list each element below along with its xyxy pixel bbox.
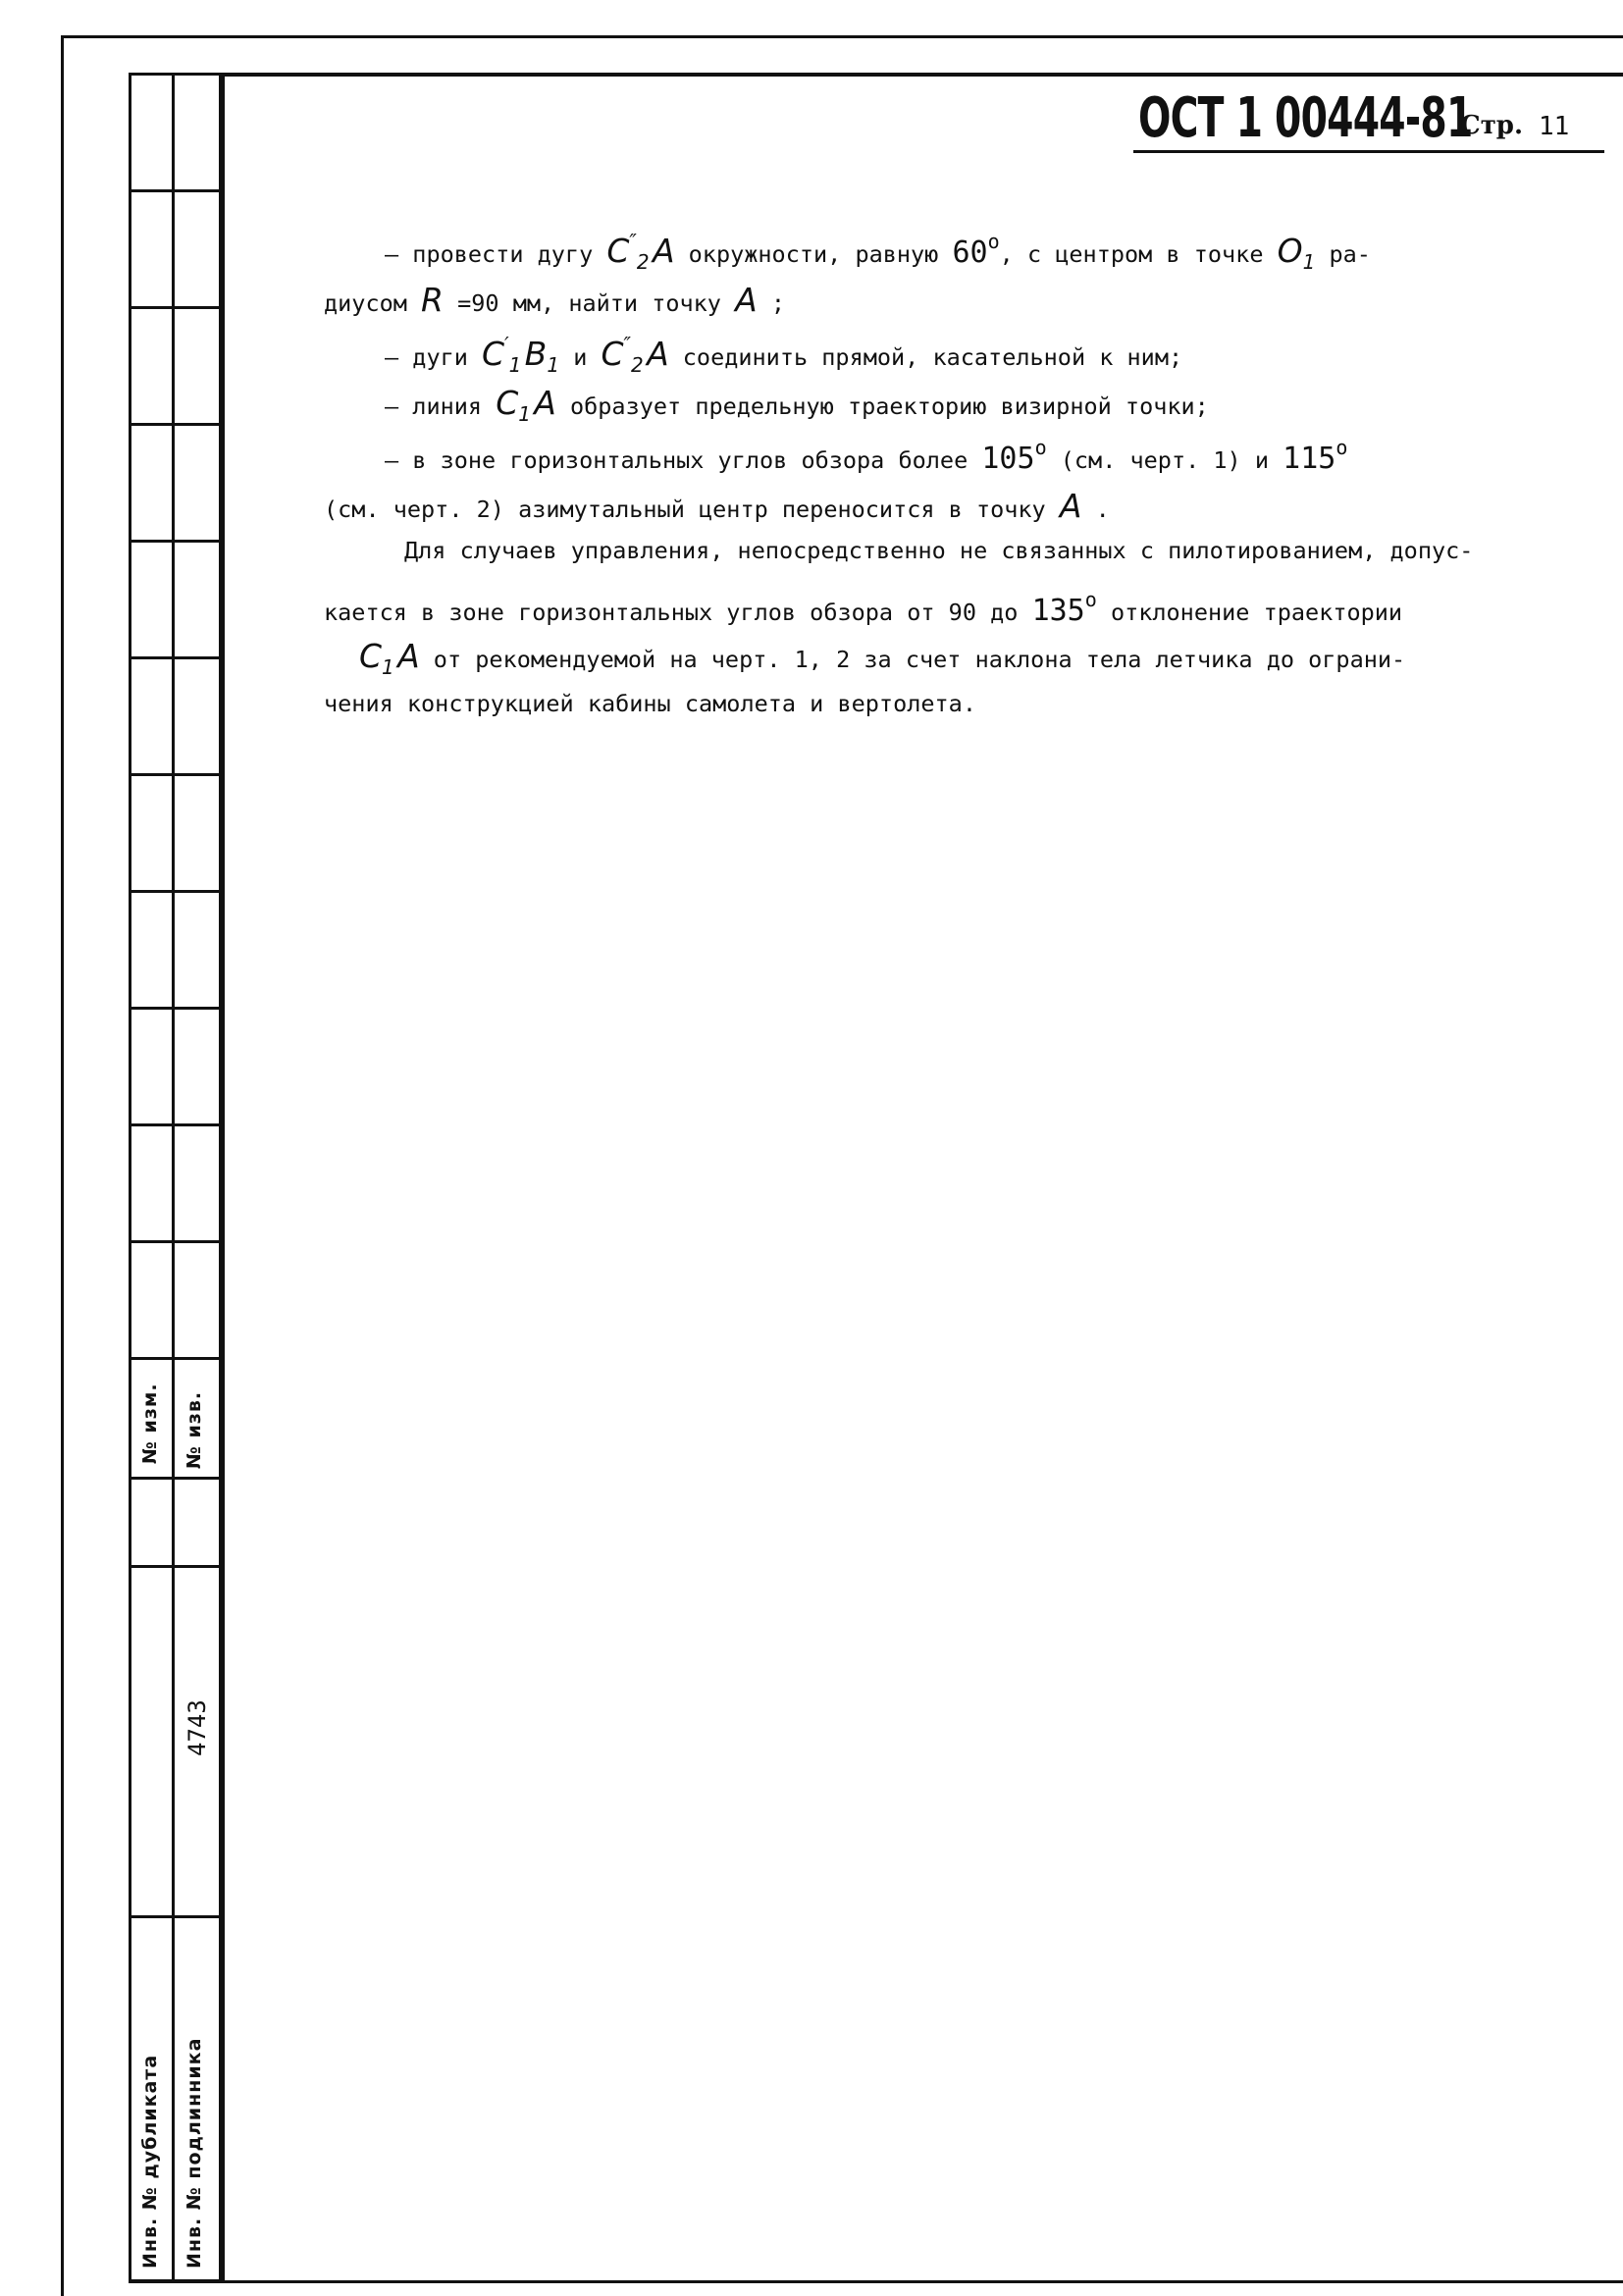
text-line-10: чения конструкцией кабины самолета и вертолета. — [324, 690, 976, 717]
text-line-4: – линия $C_1$ A образует предельную траекторию визирной точки; — [385, 384, 1209, 426]
notice-no-label: № изв. — [183, 1390, 205, 1469]
text-line-7: Для случаев управления, непосредственно не связанных с пилотированием, допус- — [404, 537, 1474, 564]
page-number: 11 — [1539, 112, 1570, 141]
text-line-3: – дуги $C'_1$ $B_1$ и $C''_2$ A соединить прямой, касательной к ним; — [385, 333, 1183, 377]
duplicate-inventory-label: Инв. № дубликата — [139, 2054, 161, 2269]
text-line-9: $C_1$ A от рекомендуемой на черт. 1, 2 за счет наклона тела летчика до ограни- — [359, 637, 1406, 679]
change-no-label: № изм. — [139, 1383, 161, 1464]
text-line-2: диусом R =90 мм, найти точку A ; — [324, 281, 785, 319]
document-code: ОСТ 1 00444-81 — [1138, 86, 1473, 150]
text-line-8: кается в зоне горизонтальных углов обзора от 90 до 135o отклонение траектории — [324, 588, 1403, 628]
text-line-5: – в зоне горизонтальных углов обзора более 105o (см. черт. 1) и 115o — [385, 436, 1348, 476]
original-inventory-number: 4743 — [183, 1699, 211, 1756]
text-line-1: – провести дугу $C''_2$ A окружности, равную 60o, с центром в точке $O_1$ ра- — [385, 230, 1371, 274]
text-line-6: (см. черт. 2) азимутальный центр переносится в точку A . — [324, 487, 1110, 525]
page-label: Стр. — [1460, 111, 1524, 140]
original-inventory-label: Инв. № подлинника — [183, 2037, 205, 2269]
